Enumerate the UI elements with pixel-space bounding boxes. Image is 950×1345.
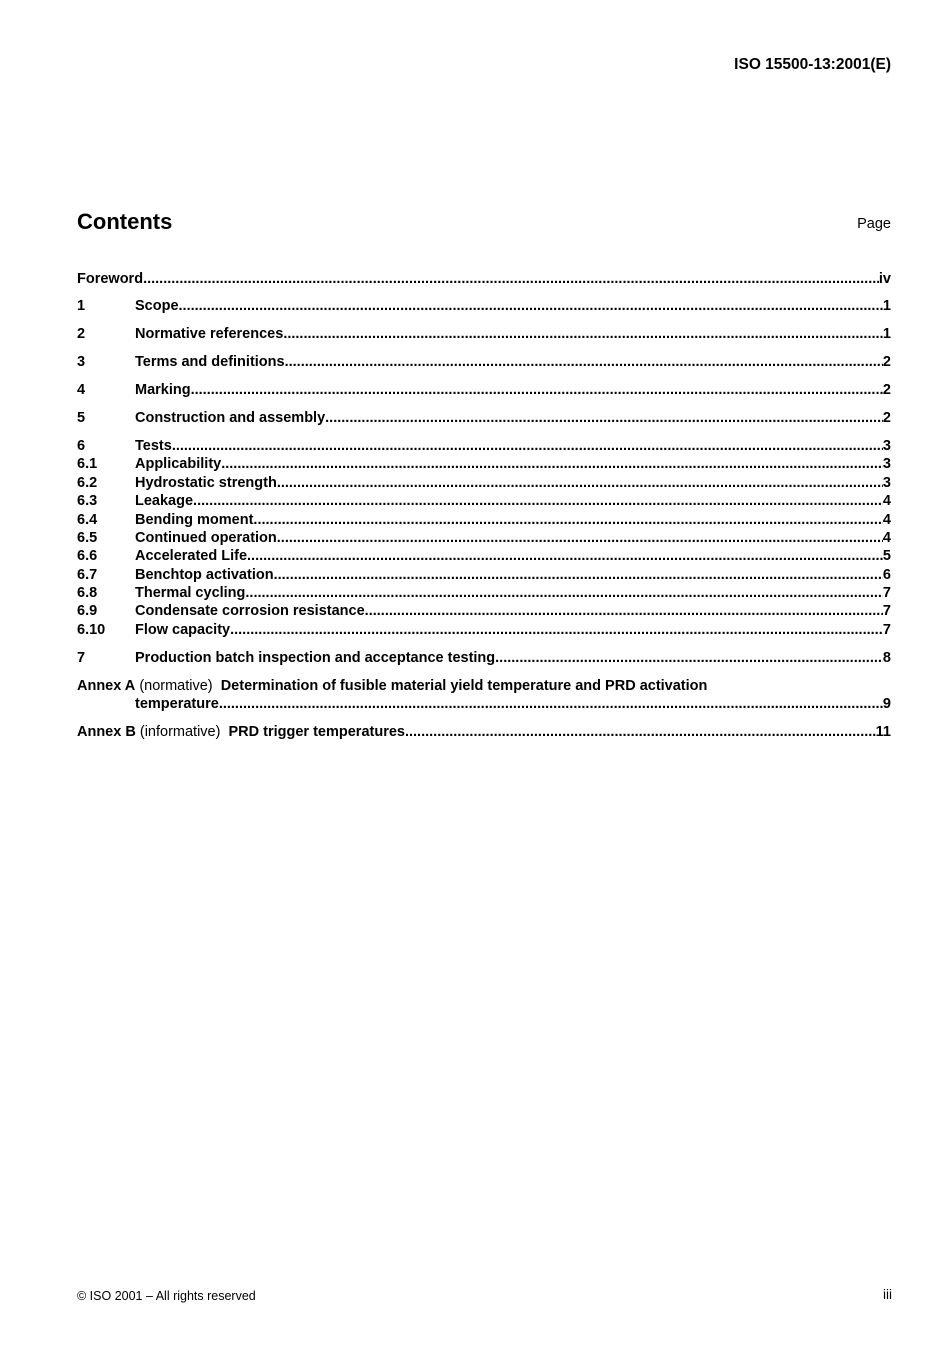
dot-leader [172, 437, 883, 455]
toc-entry-number: 6.4 [77, 512, 98, 528]
toc-entry-page: 6 [882, 567, 891, 583]
toc-entry-title: Scope [135, 298, 179, 314]
toc-entry-applicability[interactable] [77, 455, 891, 473]
toc-entry-title: Continued operation [135, 530, 277, 546]
annex-kind: (normative) [139, 678, 213, 694]
dot-leader [179, 297, 883, 315]
annex-label: Annex A [77, 678, 136, 694]
toc-entry-number: 6.5 [77, 530, 98, 546]
toc-entry-number: 6.2 [77, 475, 98, 491]
toc-entry-scope[interactable] [77, 297, 891, 315]
annex-title: Determination of fusible material yield temperature and PRD activation [220, 678, 708, 694]
dot-leader [274, 566, 883, 584]
toc-entry-foreword[interactable] [77, 270, 891, 288]
toc-entry-accelerated-life[interactable] [77, 547, 891, 565]
dot-leader [230, 621, 883, 639]
toc-entry-normative-references[interactable] [77, 325, 891, 343]
dot-leader [143, 270, 879, 288]
toc-entry-page: 5 [882, 548, 891, 564]
toc-entry-number: 5 [77, 410, 86, 426]
toc-entry-page: 1 [882, 326, 891, 342]
toc-entry-page: 11 [875, 724, 891, 740]
toc-entry-title: temperature [135, 696, 219, 712]
toc-entry-annex-a-continued[interactable] [77, 695, 891, 713]
toc-entry-number: 6.7 [77, 567, 98, 583]
toc-entry-page: 7 [882, 622, 891, 638]
dot-leader [325, 409, 883, 427]
dot-leader [365, 602, 883, 620]
toc-entry-page: 4 [882, 530, 891, 546]
annex-label: Annex B [77, 724, 136, 740]
toc-entry-title: Accelerated Life [135, 548, 248, 564]
toc-entry-page: 3 [882, 438, 891, 454]
toc-entry-annex-a[interactable] [77, 677, 707, 695]
toc-entry-leakage[interactable] [77, 492, 891, 510]
toc-entry-page: 3 [882, 456, 891, 472]
dot-leader [277, 529, 883, 547]
toc-entry-page: 2 [882, 410, 891, 426]
toc-entry-title: PRD trigger temperatures [228, 724, 405, 740]
toc-entry-number: 3 [77, 354, 86, 370]
toc-entry-page: 4 [882, 512, 891, 528]
toc-entry-number: 6.9 [77, 603, 98, 619]
toc-entry-number: 6.10 [77, 622, 106, 638]
dot-leader [277, 474, 883, 492]
toc-entry-condensate-corrosion[interactable] [77, 602, 891, 620]
dot-leader [405, 723, 876, 741]
toc-entry-page: 8 [882, 650, 891, 666]
toc-entry-title: Flow capacity [135, 622, 231, 638]
toc-entry-page: 3 [882, 475, 891, 491]
toc-entry-page: iv [878, 271, 891, 287]
toc-entry-title: Thermal cycling [135, 585, 246, 601]
toc-entry-title: Marking [135, 382, 191, 398]
toc-entry-number: 4 [77, 382, 86, 398]
toc-entry-title: Benchtop activation [135, 567, 274, 583]
toc-entry-tests[interactable] [77, 437, 891, 455]
dot-leader [245, 584, 883, 602]
toc-entry-title: Terms and definitions [135, 354, 285, 370]
toc-entry-title: Applicability [135, 456, 222, 472]
toc-entry-number: 6.3 [77, 493, 98, 509]
toc-entry-number: 2 [77, 326, 86, 342]
toc-entry-page: 1 [882, 298, 891, 314]
toc-entry-page: 2 [882, 382, 891, 398]
toc-entry-bending-moment[interactable] [77, 511, 891, 529]
toc-entry-continued-operation[interactable] [77, 529, 891, 547]
annex-kind: (informative) [139, 724, 221, 740]
dot-leader [221, 455, 883, 473]
toc-entry-title: Bending moment [135, 512, 254, 528]
toc-entry-title: Normative references [135, 326, 284, 342]
dot-leader [191, 381, 883, 399]
toc-entry-number: 6 [77, 438, 86, 454]
toc-entry-page: 9 [882, 696, 891, 712]
toc-entry-number: 6.8 [77, 585, 98, 601]
toc-entry-title: Production batch inspection and acceptance testing [135, 650, 496, 666]
toc-entry-page: 4 [882, 493, 891, 509]
toc-entry-number: 7 [77, 650, 86, 666]
dot-leader [253, 511, 883, 529]
toc-entry-title: Construction and assembly [135, 410, 326, 426]
toc-entry-title: Tests [135, 438, 172, 454]
toc-entry-title: Hydrostatic strength [135, 475, 277, 491]
toc-entry-title: Leakage [135, 493, 194, 509]
toc-entry-hydrostatic-strength[interactable] [77, 474, 891, 492]
copyright-notice: © ISO 2001 – All rights reserved [77, 1289, 256, 1303]
toc-entry-production-batch[interactable] [77, 649, 891, 667]
toc-entry-page: 7 [882, 585, 891, 601]
toc-entry-title: Foreword [77, 271, 144, 287]
page-number: iii [883, 1287, 892, 1302]
dot-leader [219, 695, 883, 713]
dot-leader [247, 547, 883, 565]
toc-entry-number: 1 [77, 298, 86, 314]
dot-leader [285, 353, 883, 371]
dot-leader [283, 325, 883, 343]
toc-entry-number: 6.1 [77, 456, 98, 472]
dot-leader [193, 492, 883, 510]
toc-entry-annex-b[interactable] [77, 723, 891, 741]
toc-entry-thermal-cycling[interactable] [77, 584, 891, 602]
contents-heading: Contents [77, 209, 173, 234]
page-column-label: Page [857, 216, 891, 232]
toc-entry-title: Condensate corrosion resistance [135, 603, 365, 619]
toc-entry-marking[interactable] [77, 381, 891, 399]
document-id: ISO 15500-13:2001(E) [734, 56, 891, 73]
toc-entry-construction-assembly[interactable] [77, 409, 891, 427]
toc-entry-page: 7 [882, 603, 891, 619]
toc-entry-flow-capacity[interactable] [77, 621, 891, 639]
toc-entry-number: 6.6 [77, 548, 98, 564]
dot-leader [495, 649, 883, 667]
toc-entry-benchtop-activation[interactable] [77, 566, 891, 584]
toc-entry-terms-definitions[interactable] [77, 353, 891, 371]
toc-entry-page: 2 [882, 354, 891, 370]
